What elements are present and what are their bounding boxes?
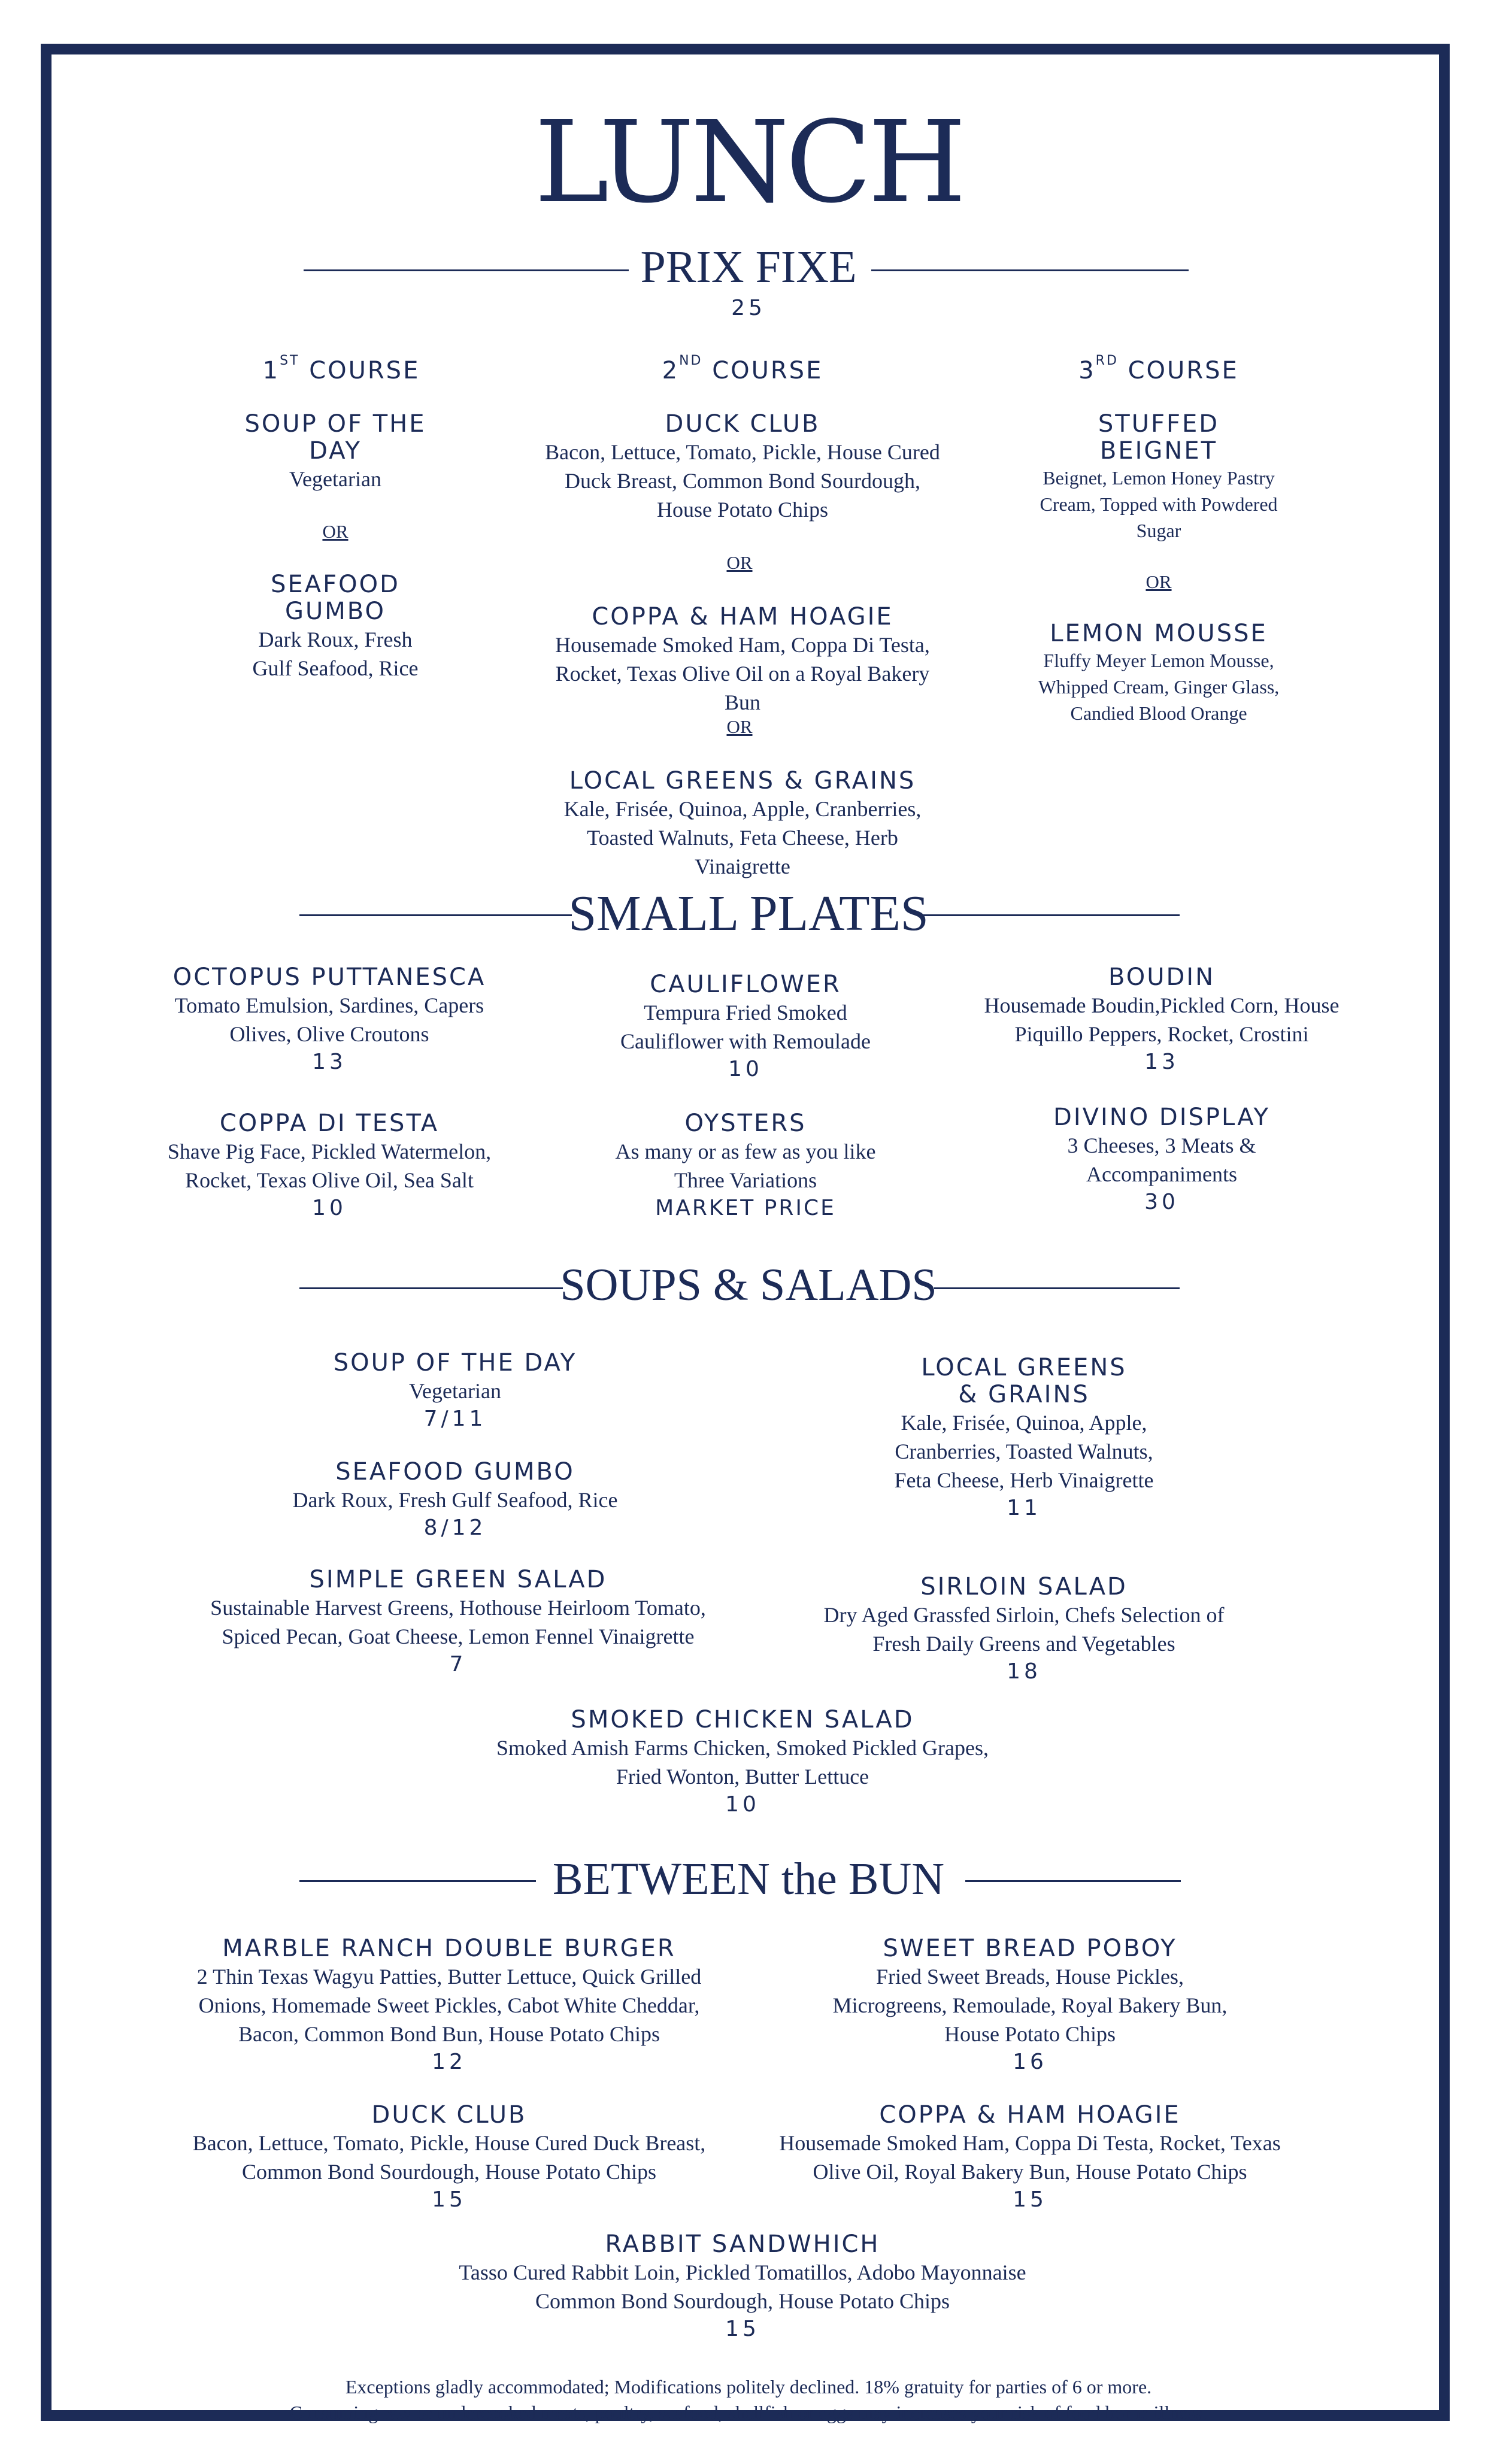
- item-desc: Housemade Smoked Ham, Coppa Di Testa, Rocket, Texas Olive Oil, Royal Bakery Bun, House Potato Chips: [779, 2131, 1281, 2184]
- item-name: DIVINO DISPLAY: [1053, 1104, 1270, 1131]
- item-name: OCTOPUS PUTTANESCA: [172, 963, 486, 991]
- item-price: 7: [449, 1652, 467, 1677]
- item-desc: Kale, Frisée, Quinoa, Apple, Cranberries, Toasted Walnuts, Feta Cheese, Herb Vinaigrette: [894, 1411, 1154, 1492]
- item-price: 18: [1007, 1659, 1041, 1684]
- menu-item: [1012, 1104, 1311, 1216]
- menu-item: [521, 411, 964, 524]
- or-separator: OR: [322, 521, 349, 542]
- item-desc: Fried Sweet Breads, House Pickles, Microgreens, Remoulade, Royal Bakery Bun, House Potato Chips: [832, 1965, 1228, 2046]
- or-separator: OR: [1146, 571, 1172, 592]
- footer-note-1: Exceptions gladly accommodated; Modifications politely declined. 18% gratuity for parties of 6 or more.: [345, 2376, 1152, 2398]
- item-desc: 3 Cheeses, 3 Meats & Accompaniments: [1067, 1133, 1256, 1186]
- item-desc: Dark Roux, Fresh Gulf Seafood, Rice: [292, 1488, 618, 1512]
- menu-item: [862, 1354, 1186, 1522]
- item-price: 13: [1144, 1050, 1179, 1074]
- prix-fixe-price: 25: [731, 296, 766, 320]
- item-desc: Dark Roux, Fresh Gulf Seafood, Rice: [252, 628, 419, 680]
- menu-item: [515, 768, 970, 881]
- item-name: SMOKED CHICKEN SALAD: [571, 1706, 914, 1733]
- menu-item: [1018, 411, 1299, 544]
- item-desc: Fluffy Meyer Lemon Mousse, Whipped Cream, Ginger Glass, Candied Blood Orange: [1038, 650, 1280, 724]
- item-desc: Vegetarian: [409, 1379, 501, 1403]
- menu-item: [192, 1566, 725, 1678]
- menu-item: [467, 1707, 1018, 1819]
- menu-item: [1018, 620, 1299, 726]
- item-price: 30: [1144, 1190, 1179, 1214]
- soups-salads-heading: SOUPS & SALADS: [560, 1260, 937, 1310]
- course-3-heading: 3RD COURSE: [1078, 353, 1239, 384]
- item-name: SIMPLE GREEN SALAD: [309, 1566, 607, 1593]
- item-name: COPPA & HAM HOAGIE: [879, 2101, 1181, 2129]
- item-price: 8/12: [423, 1516, 487, 1540]
- menu-item: [802, 1935, 1257, 2076]
- item-desc: Housemade Smoked Ham, Coppa Di Testa, Rocket, Texas Olive Oil on a Royal Bakery Bun: [555, 633, 930, 714]
- item-name: DUCK CLUB: [371, 2101, 527, 2129]
- item-name: DUCK CLUB: [665, 410, 820, 438]
- menu-title: LUNCH: [534, 97, 963, 228]
- item-price: 15: [432, 2187, 466, 2212]
- item-name: COPPA DI TESTA: [219, 1110, 440, 1137]
- menu-item: [180, 1935, 719, 2076]
- item-name: LEMON MOUSSE: [1050, 620, 1268, 647]
- menu-item: [593, 1110, 898, 1222]
- item-name: LOCAL GREENS & GRAINS: [569, 767, 916, 795]
- item-desc: Tomato Emulsion, Sardines, Capers Olives, Olive Croutons: [174, 993, 484, 1046]
- item-price: 15: [725, 2317, 760, 2341]
- menu-item: [593, 971, 898, 1083]
- item-price: MARKET PRICE: [655, 1196, 836, 1220]
- menu-item: [138, 1110, 521, 1222]
- item-price: 16: [1013, 2050, 1047, 2074]
- item-desc: Bacon, Lettuce, Tomato, Pickle, House Cured Duck Breast, Common Bond Sourdough, House Potato Chips: [545, 440, 940, 522]
- menu-item: [281, 1350, 629, 1433]
- prix-fixe-heading: PRIX FIXE: [640, 242, 857, 292]
- item-price: 7/11: [423, 1407, 487, 1431]
- menu-item: [138, 964, 521, 1076]
- item-name: SEAFOOD GUMBO: [335, 1458, 575, 1486]
- footer-note-2: Consuming raw or undercooked meats, poultry, seafood, shellfish or eggs may increases your risk of food borne illness.: [289, 2402, 1208, 2423]
- item-desc: Bacon, Lettuce, Tomato, Pickle, House Cured Duck Breast, Common Bond Sourdough, House Potato Chips: [192, 2131, 706, 2184]
- menu-item: [808, 1574, 1240, 1686]
- item-name: COPPA & HAM HOAGIE: [592, 603, 893, 631]
- item-desc: Sustainable Harvest Greens, Hothouse Heirloom Tomato, Spiced Pecan, Goat Cheese, Lemon Fennel Vinaigrette: [210, 1596, 706, 1648]
- course-2-heading: 2ND COURSE: [662, 353, 823, 384]
- item-desc: As many or as few as you like Three Variations: [615, 1139, 876, 1192]
- menu-item: [180, 2102, 719, 2214]
- menu-item: [234, 411, 437, 493]
- item-price: 13: [312, 1050, 347, 1074]
- item-name: BOUDIN: [1108, 963, 1216, 991]
- menu-item: [515, 604, 970, 717]
- item-name: SIRLOIN SALAD: [920, 1573, 1128, 1601]
- item-name: SEAFOOD GUMBO: [271, 571, 400, 625]
- item-desc: Tempura Fried Smoked Cauliflower with Remoulade: [620, 1001, 871, 1053]
- small-plates-heading: SMALL PLATES: [568, 886, 929, 941]
- item-price: 10: [728, 1057, 763, 1081]
- item-desc: Smoked Amish Farms Chicken, Smoked Pickled Grapes, Fried Wonton, Butter Lettuce: [496, 1736, 989, 1789]
- item-desc: Vegetarian: [289, 467, 381, 491]
- item-name: SOUP OF THE DAY: [333, 1349, 577, 1377]
- menu-item: [443, 2231, 1042, 2343]
- menu-item: [257, 1459, 653, 1542]
- between-bun-heading: BETWEEN the BUN: [552, 1854, 945, 1904]
- item-price: 12: [432, 2050, 466, 2074]
- item-name: SOUP OF THE DAY: [244, 410, 426, 465]
- item-price: 10: [312, 1196, 347, 1220]
- item-desc: Shave Pig Face, Pickled Watermelon, Rocket, Texas Olive Oil, Sea Salt: [167, 1139, 492, 1192]
- item-desc: Beignet, Lemon Honey Pastry Cream, Topped with Powdered Sugar: [1040, 467, 1278, 541]
- item-desc: Housemade Boudin,Pickled Corn, House Piquillo Peppers, Rocket, Crostini: [984, 993, 1340, 1046]
- item-desc: 2 Thin Texas Wagyu Patties, Butter Lettuce, Quick Grilled Onions, Homemade Sweet Pickles, Cabot White Cheddar, Bacon, Common Bond Bun, House Potato Chips: [196, 1965, 702, 2046]
- menu-item: [952, 964, 1371, 1076]
- item-name: CAULIFLOWER: [650, 971, 841, 998]
- item-desc: Tasso Cured Rabbit Loin, Pickled Tomatillos, Adobo Mayonnaise Common Bond Sourdough, House Potato Chips: [459, 2260, 1026, 2313]
- item-name: LOCAL GREENS & GRAINS: [921, 1354, 1127, 1408]
- menu-item: [243, 571, 428, 683]
- item-name: STUFFED BEIGNET: [1098, 410, 1220, 465]
- menu-item: [772, 2102, 1287, 2214]
- item-price: 15: [1013, 2187, 1047, 2212]
- item-desc: Dry Aged Grassfed Sirloin, Chefs Selection of Fresh Daily Greens and Vegetables: [823, 1603, 1225, 1656]
- item-name: MARBLE RANCH DOUBLE BURGER: [222, 1935, 676, 1962]
- or-separator: OR: [726, 716, 753, 737]
- item-price: 10: [725, 1792, 760, 1817]
- or-separator: OR: [726, 552, 753, 573]
- item-name: SWEET BREAD POBOY: [883, 1935, 1177, 1962]
- item-name: RABBIT SANDWHICH: [605, 2230, 880, 2258]
- item-price: 11: [1007, 1496, 1041, 1520]
- item-desc: Kale, Frisée, Quinoa, Apple, Cranberries, Toasted Walnuts, Feta Cheese, Herb Vinaigrette: [563, 797, 922, 878]
- course-1-heading: 1ST COURSE: [262, 353, 420, 384]
- item-name: OYSTERS: [684, 1110, 807, 1137]
